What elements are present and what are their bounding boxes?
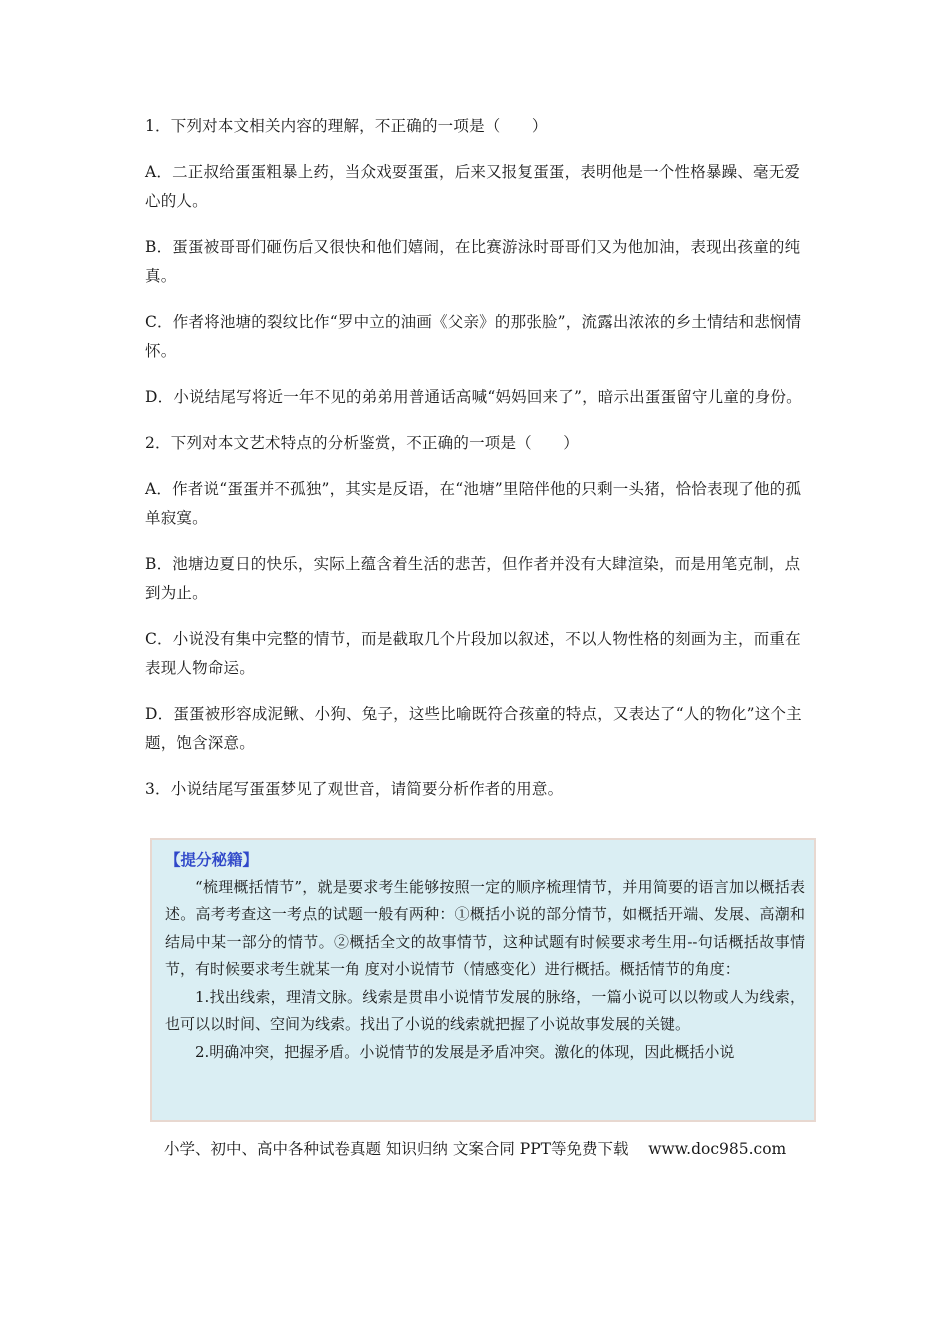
tip-paragraph-1: “梳理概括情节”，就是要求考生能够按照一定的顺序梳理情节，并用简要的语言加以概括表述。高考考查这一考点的试题一般有两种：①概括小说的部分情节，如概括开端、发展、高潮和结局中某一部分的情节。②概括全文的故事情节，这种试题有时候要求考生用--句话概括故事情节，有时候要求考生就某一角 度对小说情节（情感变化）进行概括。概括情节的角度：: [165, 877, 805, 978]
question-1-option-c: C．作者将池塘的裂纹比作“罗中立的油画《父亲》的那张脸”，流露出浓浓的乡土情结和悲悯情怀。: [145, 313, 802, 360]
question-2-option-c: C．小说没有集中完整的情节，而是截取几个片段加以叙述，不以人物性格的刻画为主，而重在表现人物命运。: [145, 630, 801, 677]
tip-paragraph-3: 2.明确冲突，把握矛盾。小说情节的发展是矛盾冲突。激化的体现，因此概括小说: [195, 1042, 735, 1061]
question-1-stem: 1．下列对本文相关内容的理解，不正确的一项是（ ）: [145, 117, 548, 135]
question-1-option-a: A．二正叔给蛋蛋粗暴上药，当众戏耍蛋蛋，后来又报复蛋蛋，表明他是一个性格暴躁、毫无爱心的人。: [145, 163, 801, 210]
footer-text: 小学、初中、高中各种试卷真题 知识归纳 文案合同 PPT等免费下载 www.doc985.com: [164, 1140, 787, 1158]
question-1-option-b: B．蛋蛋被哥哥们砸伤后又很快和他们嬉闹，在比赛游泳时哥哥们又为他加油，表现出孩童的纯真。: [145, 238, 801, 285]
tip-paragraph-2: 1.找出线索，理清文脉。线索是贯串小说情节发展的脉络，一篇小说可以以物或人为线索，也可以以时间、空间为线索。找出了小说的线索就把握了小说故事发展的关键。: [165, 987, 805, 1033]
question-1-option-d: D．小说结尾写将近一年不见的弟弟用普通话高喊“妈妈回来了”，暗示出蛋蛋留守儿童的身份。: [145, 388, 802, 406]
tip-title: 【提分秘籍】: [165, 850, 259, 869]
question-2-stem: 2．下列对本文艺术特点的分析鉴赏，不正确的一项是（ ）: [145, 434, 579, 452]
question-3-stem: 3．小说结尾写蛋蛋梦见了观世音，请简要分析作者的用意。: [145, 780, 564, 798]
tip-box: [150, 838, 816, 1122]
questions-section: [145, 112, 815, 821]
question-2-option-d: D．蛋蛋被形容成泥鳅、小狗、兔子，这些比喻既符合孩童的特点，又表达了“人的物化”这个主题，饱含深意。: [145, 705, 802, 752]
question-2-option-b: B．池塘边夏日的快乐，实际上蕴含着生活的悲苦，但作者并没有大肆渲染，而是用笔克制，点到为止。: [145, 555, 801, 602]
question-2-option-a: A．作者说“蛋蛋并不孤独”，其实是反语，在“池塘”里陪伴他的只剩一头猪，恰恰表现了他的孤单寂寞。: [145, 480, 802, 527]
